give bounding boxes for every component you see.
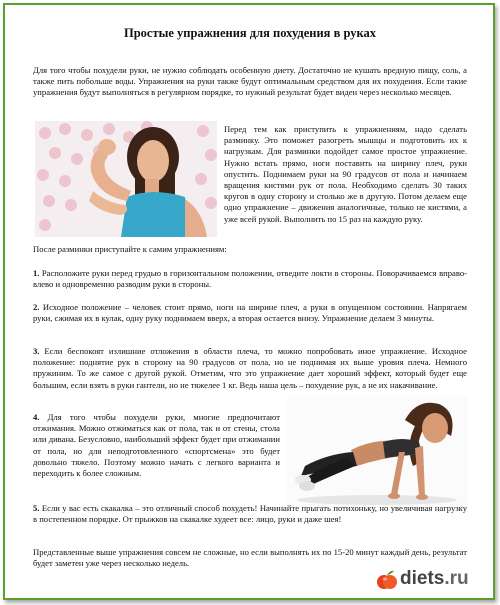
exercise-5-text: Если у вас есть скакалка – это отличный способ похудеть! Начинайте прыгать потихоньку, но увеличивая нагрузку в постепенном порядке. От прыжков на скакалке худеет все: лицо, руки и даже шея! <box>33 503 467 525</box>
exercise-4-number: 4. <box>33 412 40 422</box>
exercise-2 <box>33 302 467 324</box>
exercise-3 <box>33 346 467 391</box>
after-warmup-text: После разминки приступайте к самим упражнениям: <box>33 244 227 254</box>
closing-paragraph: Представленные выше упражнения совсем не сложные, но если выполнять их по 15-20 минут каждый день, результат будет заметен уже через несколько недель. <box>33 547 467 569</box>
logo-text: diets <box>400 568 445 589</box>
apple-icon <box>376 569 398 591</box>
exercise-1-number: 1. <box>33 268 40 278</box>
exercise-3-text: Если беспокоят излишние отложения в области плеча, то можно попробовать иное упражнение. Исходное положение: поднятие рук в сторону на 90 градусов от пола, но не поднимая их выше уровня плеча. Немного пружиним. То же самое с другой рукой. Отметим, что это упражнение дает хороший эффект, который будет еще большим, если взять в руки гантели, но не тяжелее 1 кг. Ведь наша цель – похудение рук, а не их накачивание. <box>33 346 467 390</box>
logo-suffix: .ru <box>444 568 469 589</box>
exercise-4-text: Для того чтобы похудели руки, многие предпочитают отжимания. Можно отжиматься как от пола, так и от стены, стола или дивана. Безусловно, наибольший эффект будет при отжимании от пола, но для неподготовленного «спортсмена» это будет довольно тяжело. Поэтому можно начать с легкого варианта и переходить к более сложным. <box>33 412 280 479</box>
page-title: Простые упражнения для похудения в руках <box>124 26 376 40</box>
exercise-5-number: 5. <box>33 503 40 513</box>
woman-pushup-photo <box>287 396 468 508</box>
warmup-paragraph: Перед тем как приступить к упражнениям, надо сделать разминку. Это поможет разогреть мышцы и подготовить их к нагрузкам. Для разминки подойдет самое простое упражнение. Нужно встать прямо, ноги поставить на ширину плеч, руки опустить. Поднимаем руки на 90 градусов от пола и начинаем вращения кистями рук от пола. Необходимо сделать 30 таких кругов в одну сторону и столько же в другую. Потом делаем еще одно упражнение – движения аналогичные, только не кистями, а уже всей рукой. Выполнить по 15 раз на каждую руку. <box>224 124 467 224</box>
woman-flexing-photo <box>35 121 217 237</box>
exercise-1 <box>33 268 467 290</box>
intro-paragraph: Для того чтобы похудели руки, не нужно соблюдать особенную диету. Достаточно не кушать вредную пищу, соль, а также пить побольше воды. Упражнения на руки также будут оптимальным средством для их похудения. Если такие упражнения будут выполняться в регулярном порядке, то нужный результат будет виден через несколько месяцев. <box>33 65 467 98</box>
exercise-5 <box>33 503 467 525</box>
exercise-4 <box>33 412 280 479</box>
exercise-2-text: Исходное положение – человек стоит прямо, ноги на ширине плеч, а руки в опущенном состоянии. Напрягаем руки, сжимая их в кулак, одну руку поднимаем вверх, а вторая остается внизу. Упражнение делаем 3 минуты. <box>33 302 467 324</box>
exercise-1-text: Расположите руки перед грудью в горизонтальном положении, отведите локти в стороны. Поворачиваемся вправо-влево и одновременно разводим руки в стороны. <box>33 268 467 290</box>
exercise-2-number: 2. <box>33 302 40 312</box>
exercise-3-number: 3. <box>33 346 40 356</box>
